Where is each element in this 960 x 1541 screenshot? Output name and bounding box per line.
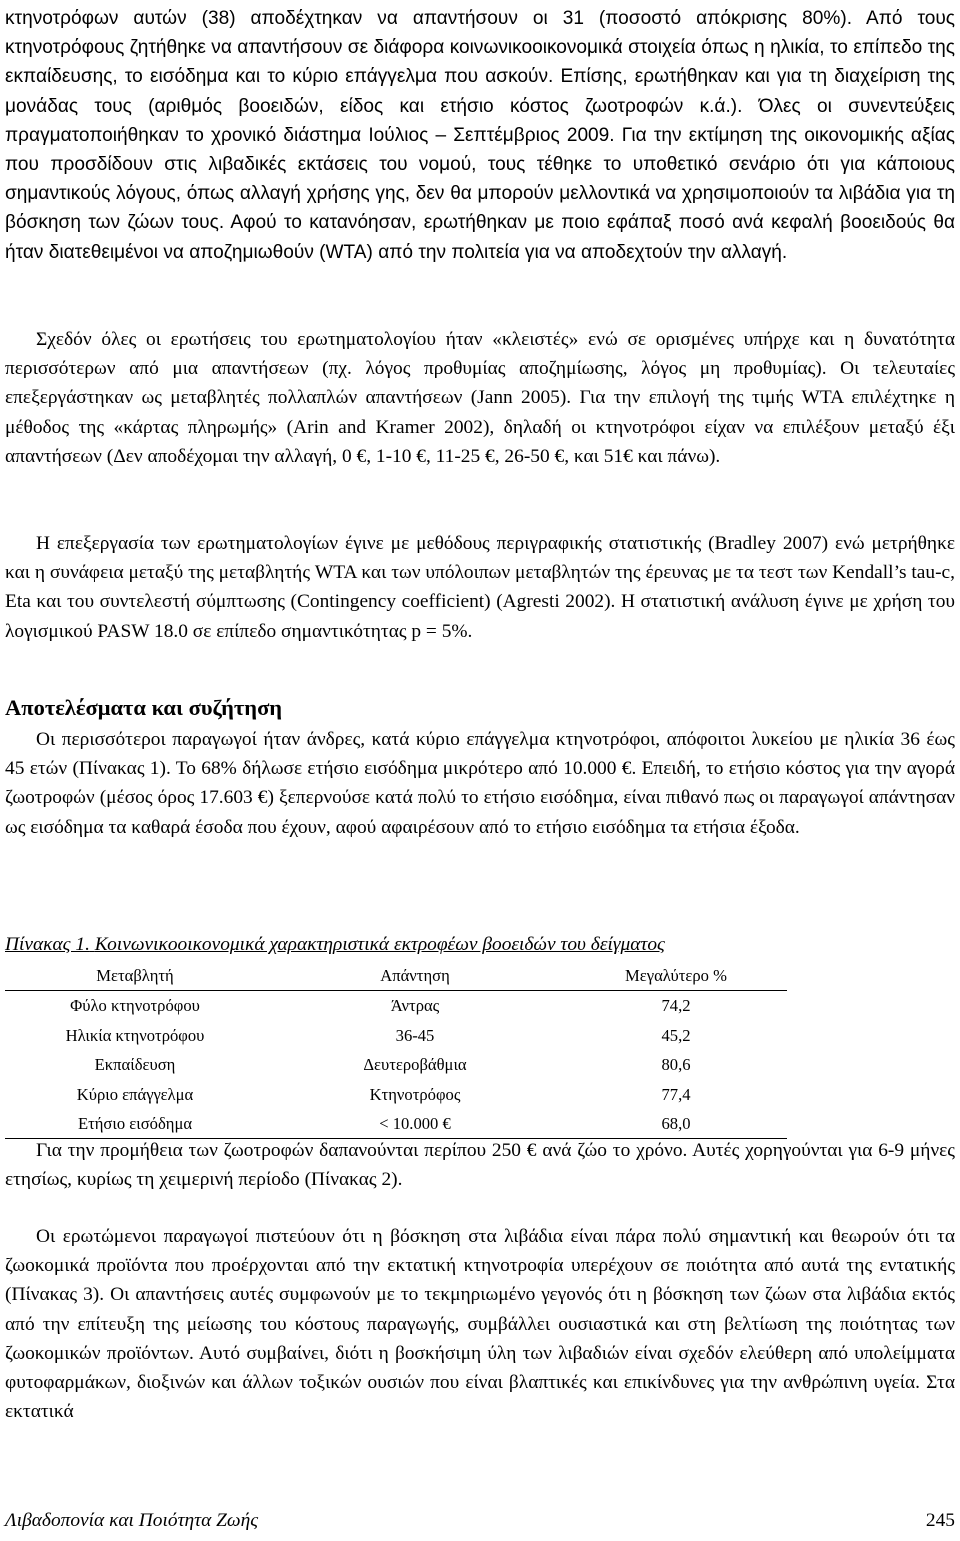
table-cell: < 10.000 € [265, 1109, 565, 1139]
column-header-percent: Μεγαλύτερο % [565, 961, 787, 991]
table-cell: 74,2 [661, 996, 691, 1016]
table-cell: Δευτεροβάθμια [363, 1055, 467, 1075]
column-header-variable: Μεταβλητή [5, 961, 265, 991]
table-row [5, 991, 787, 1021]
table-caption [5, 930, 665, 959]
table-caption-label: Πίνακας 1. [5, 934, 90, 955]
table-row [5, 1080, 787, 1109]
table-cell: Άντρας [390, 996, 440, 1016]
table-header-row [5, 961, 787, 991]
table-cell: Εκπαίδευση [94, 1055, 176, 1075]
paragraph-methodology: κτηνοτρόφων αυτών (38) αποδέχτηκαν να απαντήσουν οι 31 (ποσοστό απόκρισης 80%). Από τους κτηνοτρόφους ζητήθηκε να απαντήσουν σε διάφορα κοινωνικοοικονομικά στοιχεία όπως η ηλικία, το επίπεδο της εκπαίδευσης, το εισόδημα και το κύριο επάγγελμα που ασκούν. Επίσης, ερωτήθηκαν και για τη διαχείριση της μονάδας τους (αριθμός βοοειδών, είδος και ετήσιο κόστος ζωοτροφών κ.ά.). Όλες οι συνεντεύξεις πραγματοποιήθηκαν το χρονικό διάστημα Ιούλιος – Σεπτέμβριος 2009. Για την εκτίμηση της οικονομικής αξίας που προσδίδουν στις λιβαδικές εκτάσεις του νομού, τους τέθηκε το υποθετικό σενάριο ότι για κάποιους σημαντικούς λόγους, όπως αλλαγή χρήσης γης, δεν θα μπορούν μελλοντικά να χρησιμοποιούν τα λιβάδια για τη βόσκηση των ζώων τους. Αφού το κατανόησαν, ερωτήθηκαν με ποιο εφάπαξ ποσό ανά κεφαλή βοοειδούς θα ήταν διατεθειμένοι να αποζημιωθούν (WTA) από την πολιτεία για να αποδεχτούν την αλλαγή. [5, 8, 955, 263]
table-row [5, 1021, 787, 1050]
table-cell: Κτηνοτρόφος [369, 1084, 461, 1104]
paragraph-feed-cost: Για την προμήθεια των ζωοτροφών δαπανούνται περίπου 250 € ανά ζώο το χρόνο. Αυτές χορηγούνται για 6-9 μήνες ετησίως, κυρίως τη χειμερινή περίοδο (Πίνακας 2). [5, 1140, 955, 1191]
table-cell: Ετήσιο εισόδημα [5, 1109, 265, 1139]
table-cell: Ηλικία κτηνοτρόφου [65, 1025, 205, 1045]
footer-journal-title: Λιβαδοπονία και Ποιότητα Ζωής [5, 1510, 259, 1531]
paragraph-results: Οι περισσότεροι παραγωγοί ήταν άνδρες, κατά κύριο επάγγελμα κτηνοτρόφοι, απόφοιτοι λυκείου με ηλικία 36 έως 45 ετών (Πίνακας 1). Το 68% δήλωσε ετήσιο εισόδημα μικρότερο από 10.000 €. Επειδή, το ετήσιο κόστος για την αγορά ζωοτροφών (μέσος όρος 17.603 €) ξεπερνούσε κατά πολύ το ετήσιο εισόδημα, είναι πιθανό πως οι παραγωγοί απάντησαν ως εισόδημα τα καθαρά έσοδα που έχουν, αφού αφαιρέσουν από το ετήσιο εισόδημα τα ετήσια έξοδα. [5, 729, 955, 838]
paragraph-grazing: Οι ερωτώμενοι παραγωγοί πιστεύουν ότι η βόσκηση στα λιβάδια είναι πάρα πολύ σημαντική και θεωρούν ότι τα ζωοκομικά προϊόντα που προέρχονται από την εκτατική κτηνοτροφία υπερέχουν σε ποιότητα από αυτά της εντατικής (Πίνακας 3). Οι απαντήσεις αυτές συμφωνούν με το τεκμηριωμένο γεγονός ότι η βόσκηση των ζώων στα λιβάδια εκτός από την επίτευξη της μείωσης του κόστους παραγωγής, συμβάλλει ουσιαστικά και στη βελτίωση της ποιότητας των ζωοκομικών προϊόντων. Αυτό συμβαίνει, διότι η βοσκήσιμη ύλη των λιβαδιών είναι σχεδόν ελεύθερη από υπολείμματα φυτοφαρμάκων, διοξινών και άλλων τοξικών ουσιών που είναι βλαπτικές και επικίνδυνες για την ανθρώπινη υγεία. Στα εκτατικά [5, 1226, 955, 1423]
table-cell: 80,6 [661, 1055, 691, 1075]
table-cell: Φύλο κτηνοτρόφου [70, 996, 200, 1016]
section-heading: Αποτελέσματα και συζήτηση [5, 695, 283, 720]
table-cell: Κύριο επάγγελμα [76, 1084, 194, 1104]
table-row [5, 1109, 787, 1139]
paragraph-questionnaire: Σχεδόν όλες οι ερωτήσεις του ερωτηματολογίου ήταν «κλειστές» ενώ σε ορισμένες υπήρχε και η δυνατότητα περισσότερων από μια απαντήσεων (πχ. λόγος προθυμίας αποζημίωσης, λόγος μη προθυμίας). Οι τελευταίες επεξεργάστηκαν ως μεταβλητές πολλαπλών απαντήσεων (Jann 2005). Για την επιλογή της τιμής WTA επιλέχτηκε η μέθοδος της «κάρτας πληρωμής» (Arin and Kramer 2002), δηλαδή οι κτηνοτρόφοι είχαν να επιλέξουν μεταξύ έξι απαντήσεων (Δεν αποδέχομαι την αλλαγή, 0 €, 1-10 €, 11-25 €, 26-50 €, και 51€ και πάνω). [5, 329, 955, 467]
table-cell: 45,2 [661, 1025, 691, 1045]
table-cell: 68,0 [565, 1109, 787, 1139]
table-row [5, 1050, 787, 1079]
page-number: 245 [925, 1510, 955, 1531]
table-cell: 77,4 [661, 1084, 691, 1104]
paragraph-statistics: Η επεξεργασία των ερωτηματολογίων έγινε με μεθόδους περιγραφικής στατιστικής (Bradley 2007) ενώ μετρήθηκε και η συνάφεια μεταξύ της μεταβλητής WTA και των υπόλοιπων μεταβλητών της έρευνας με τα τεστ των Kendall’s tau-c, Eta και του συντελεστή σύμπτωσης (Contingency coefficient) (Agresti 2002). Η στατιστική ανάλυση έγινε με χρήση του λογισμικού PASW 18.0 σε επίπεδο σημαντικότητας p = 5%. [5, 533, 955, 642]
table-caption-text: Κοινωνικοοικονομικά χαρακτηριστικά εκτροφέων βοοειδών του δείγματος [94, 934, 665, 955]
table-cell: 36-45 [395, 1025, 435, 1045]
column-header-answer: Απάντηση [265, 961, 565, 991]
results-table [5, 961, 787, 1139]
